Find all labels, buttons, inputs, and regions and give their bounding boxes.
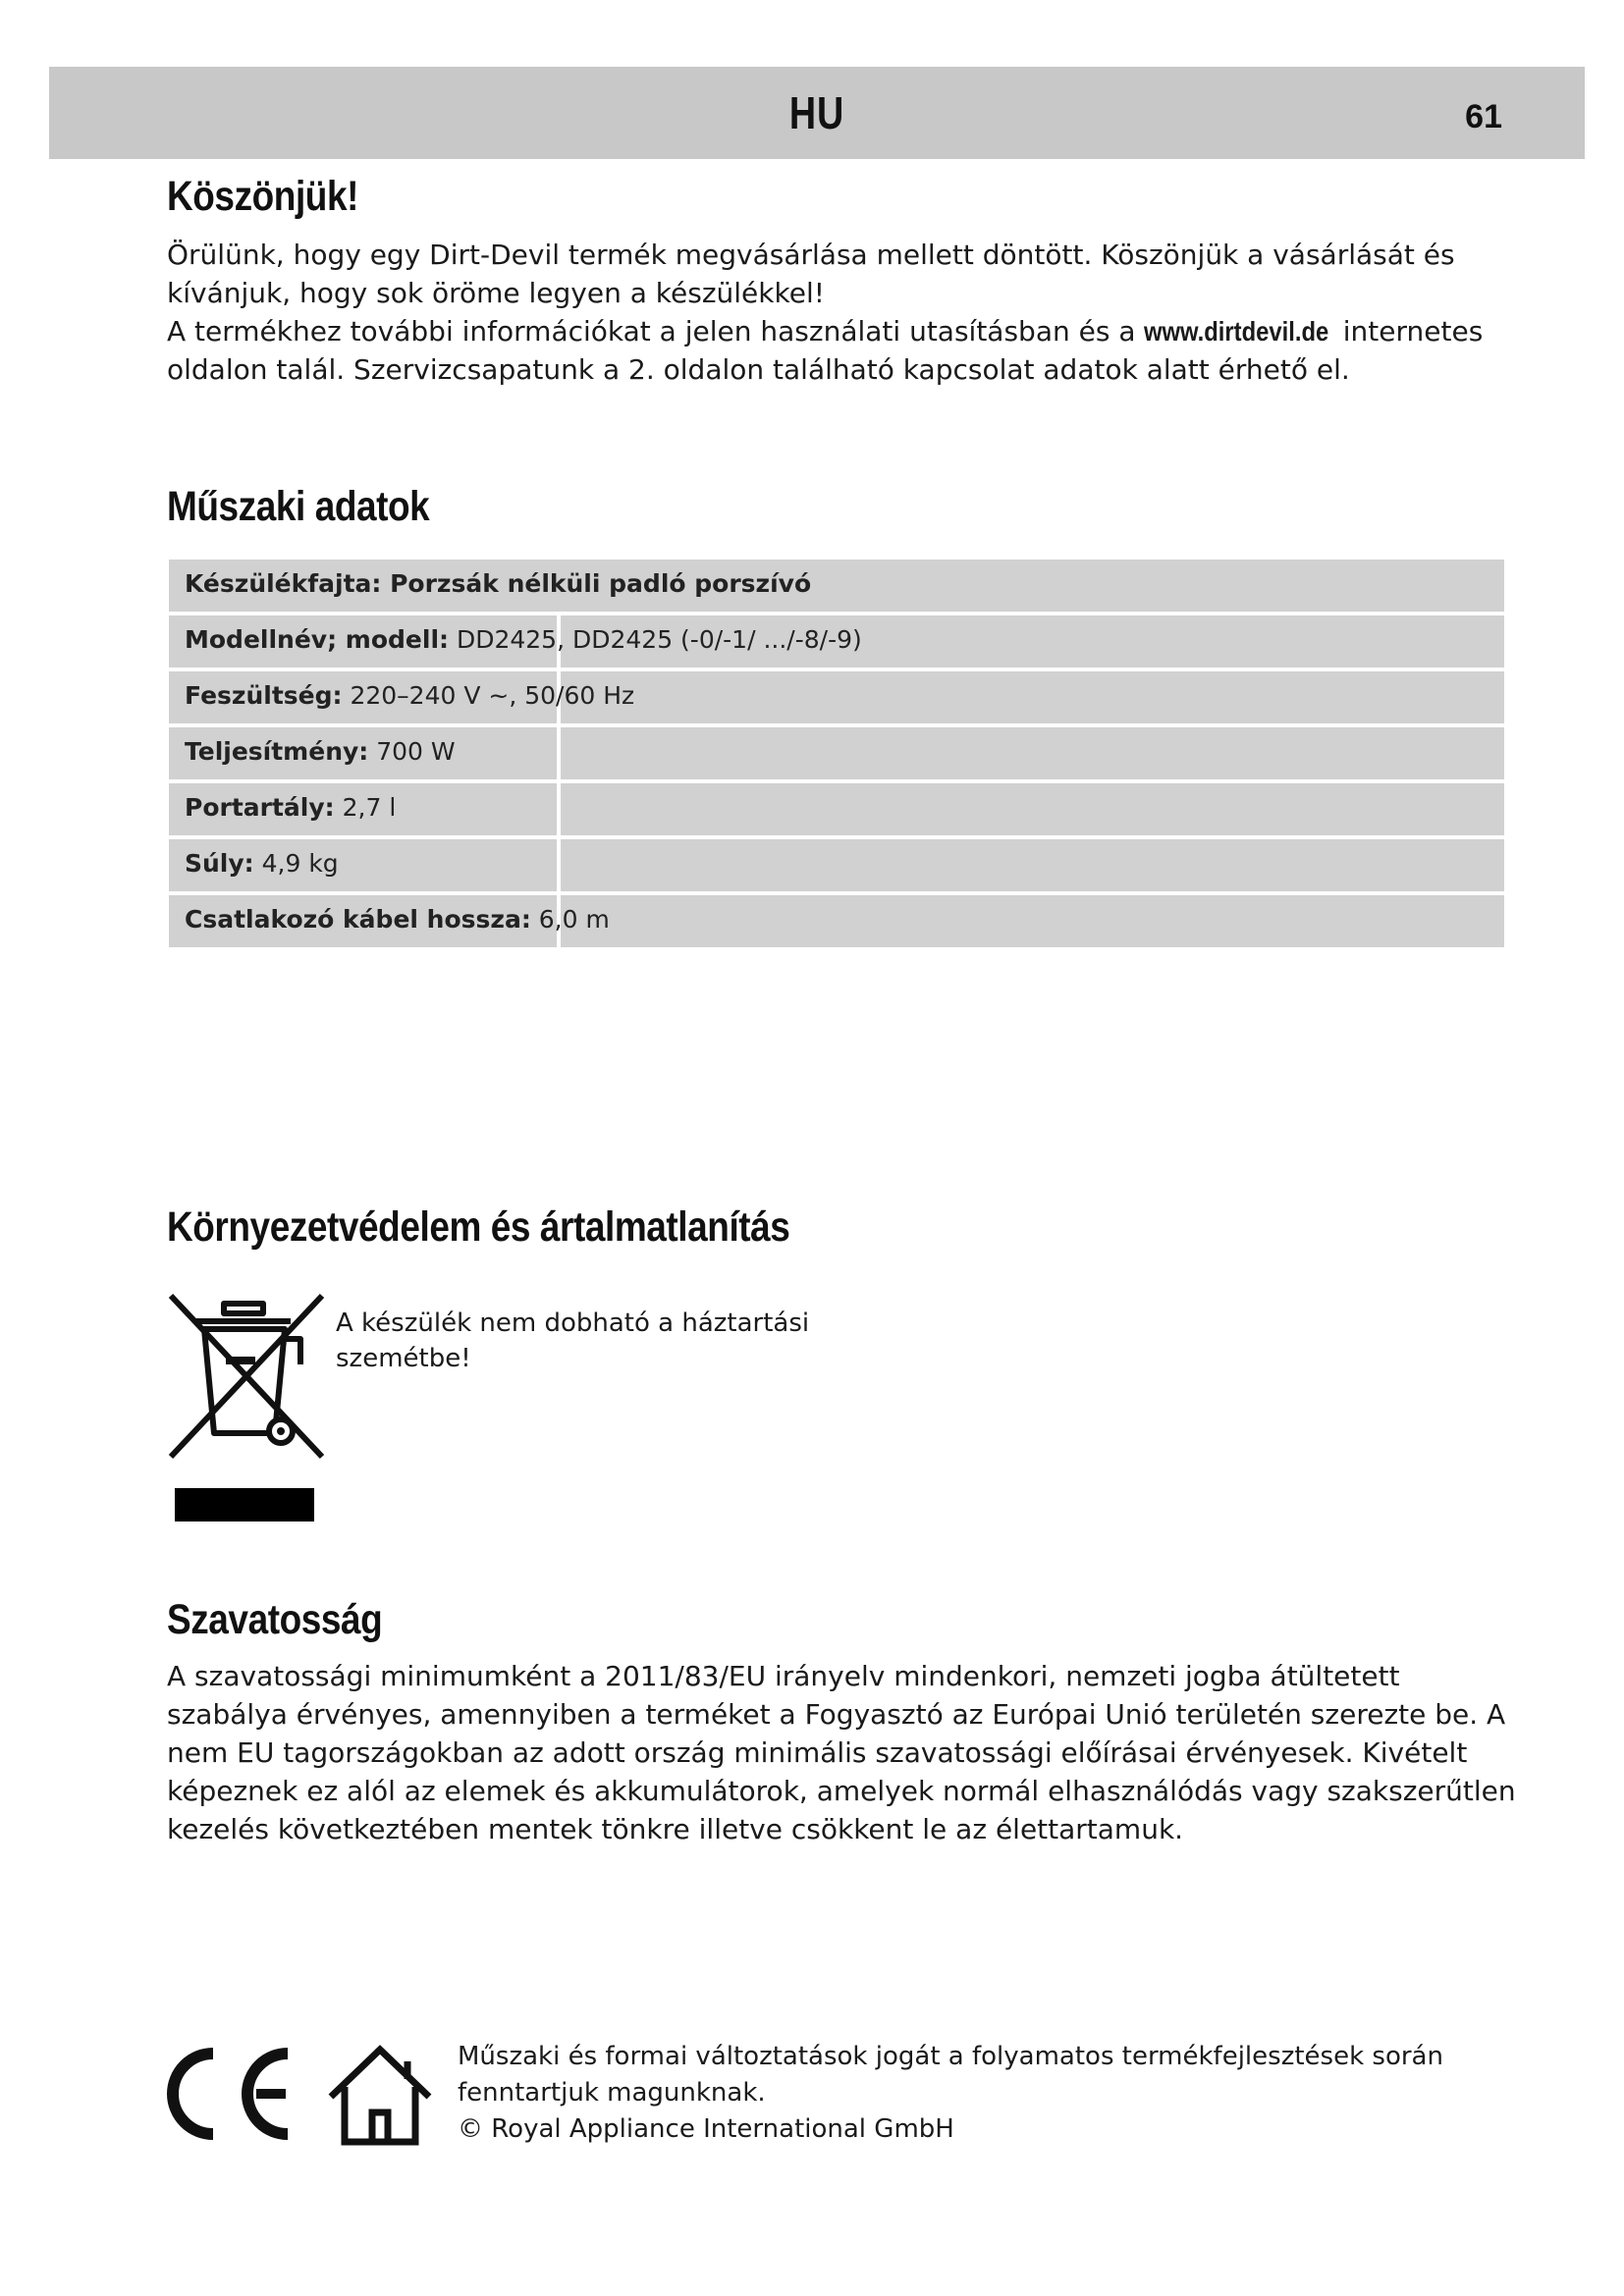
- heading-environment: Környezetvédelem és ártalmatlanítás: [167, 1203, 790, 1251]
- spec-row: [169, 727, 1504, 779]
- footer-copyright: © Royal Appliance International GmbH: [458, 2114, 954, 2144]
- spec-row: [169, 615, 1504, 667]
- intro-line2-end: internetes oldalon talál. Szervizcsapatunk a 2. oldalon található kapcsolat adatok alatt érhető el.: [167, 315, 1484, 386]
- ce-mark-icon: [173, 2054, 288, 2134]
- spec-row: [169, 560, 1504, 612]
- spec-row: [169, 671, 1504, 723]
- spec-value: 700 W: [368, 737, 456, 766]
- heading-technical-data: Műszaki adatok: [167, 483, 430, 530]
- house-icon: [331, 2050, 429, 2142]
- intro-line2-start: A termékhez további információkat a jelen használati utasításban és a: [167, 315, 1145, 347]
- spec-value: 220–240 V ~, 50/60 Hz: [342, 681, 635, 710]
- spec-row: [169, 895, 1504, 947]
- spec-value: 4,9 kg: [253, 849, 339, 878]
- spec-value: 2,7 l: [334, 793, 397, 822]
- website-link[interactable]: www.dirtdevil.de: [1144, 316, 1329, 347]
- intro-line1: Örülünk, hogy egy Dirt-Devil termék megvásárlása mellett döntött. Köszönjük a vásárlását és kívánjuk, hogy sok öröme legyen a készülékkel!: [167, 239, 1455, 309]
- footer-text: [458, 2039, 1518, 2148]
- language-code: HU: [788, 87, 845, 138]
- heading-thanks: Köszönjük!: [167, 173, 358, 220]
- spec-value: 6,0 m: [530, 905, 610, 934]
- page-number: 61: [1465, 98, 1502, 135]
- spec-row: [169, 839, 1504, 891]
- spec-label: Modellnév; modell:: [185, 625, 450, 654]
- spec-table: [169, 560, 1504, 951]
- spec-label: Súly:: [185, 849, 254, 878]
- spec-row: [169, 783, 1504, 835]
- disposal-note: A készülék nem dobható a háztartási szemétbe!: [336, 1308, 810, 1373]
- spec-label: Csatlakozó kábel hossza:: [185, 905, 531, 934]
- heading-warranty: Szavatosság: [167, 1596, 383, 1643]
- spec-label: Teljesítmény:: [185, 737, 369, 766]
- spec-label: Feszültség:: [185, 681, 343, 710]
- intro-paragraph: [167, 236, 1522, 389]
- footer-disclaimer: Műszaki és formai változtatások jogát a folyamatos termékfejlesztések során fenntartjuk magunknak.: [458, 2042, 1443, 2108]
- header-bar: [49, 67, 1585, 159]
- spec-label: Portartály:: [185, 793, 335, 822]
- weee-crossed-bin-icon: [165, 1288, 332, 1523]
- spec-label: Készülékfajta: Porzsák nélküli padló porszívó: [185, 569, 812, 598]
- footer-icons: [162, 2040, 457, 2148]
- warranty-paragraph: A szavatossági minimumként a 2011/83/EU irányelv mindenkori, nemzeti jogba átültetett szabálya érvényes, amennyiben a terméket a Fogyasztó az Európai Unió területén szerezte be. A nem EU tagországokban az adott ország minimális szavatossági előírásai érvényesek. Kivételt képeznek ez alól az elemek és akkumulátorok, amelyek normál elhasználódás vagy szakszerűtlen kezelés következtében mentek tönkre illetve csökkent le az élettartamuk.: [167, 1660, 1516, 1845]
- spec-value: DD2425, DD2425 (-0/-1/ .../-8/-9): [449, 625, 862, 654]
